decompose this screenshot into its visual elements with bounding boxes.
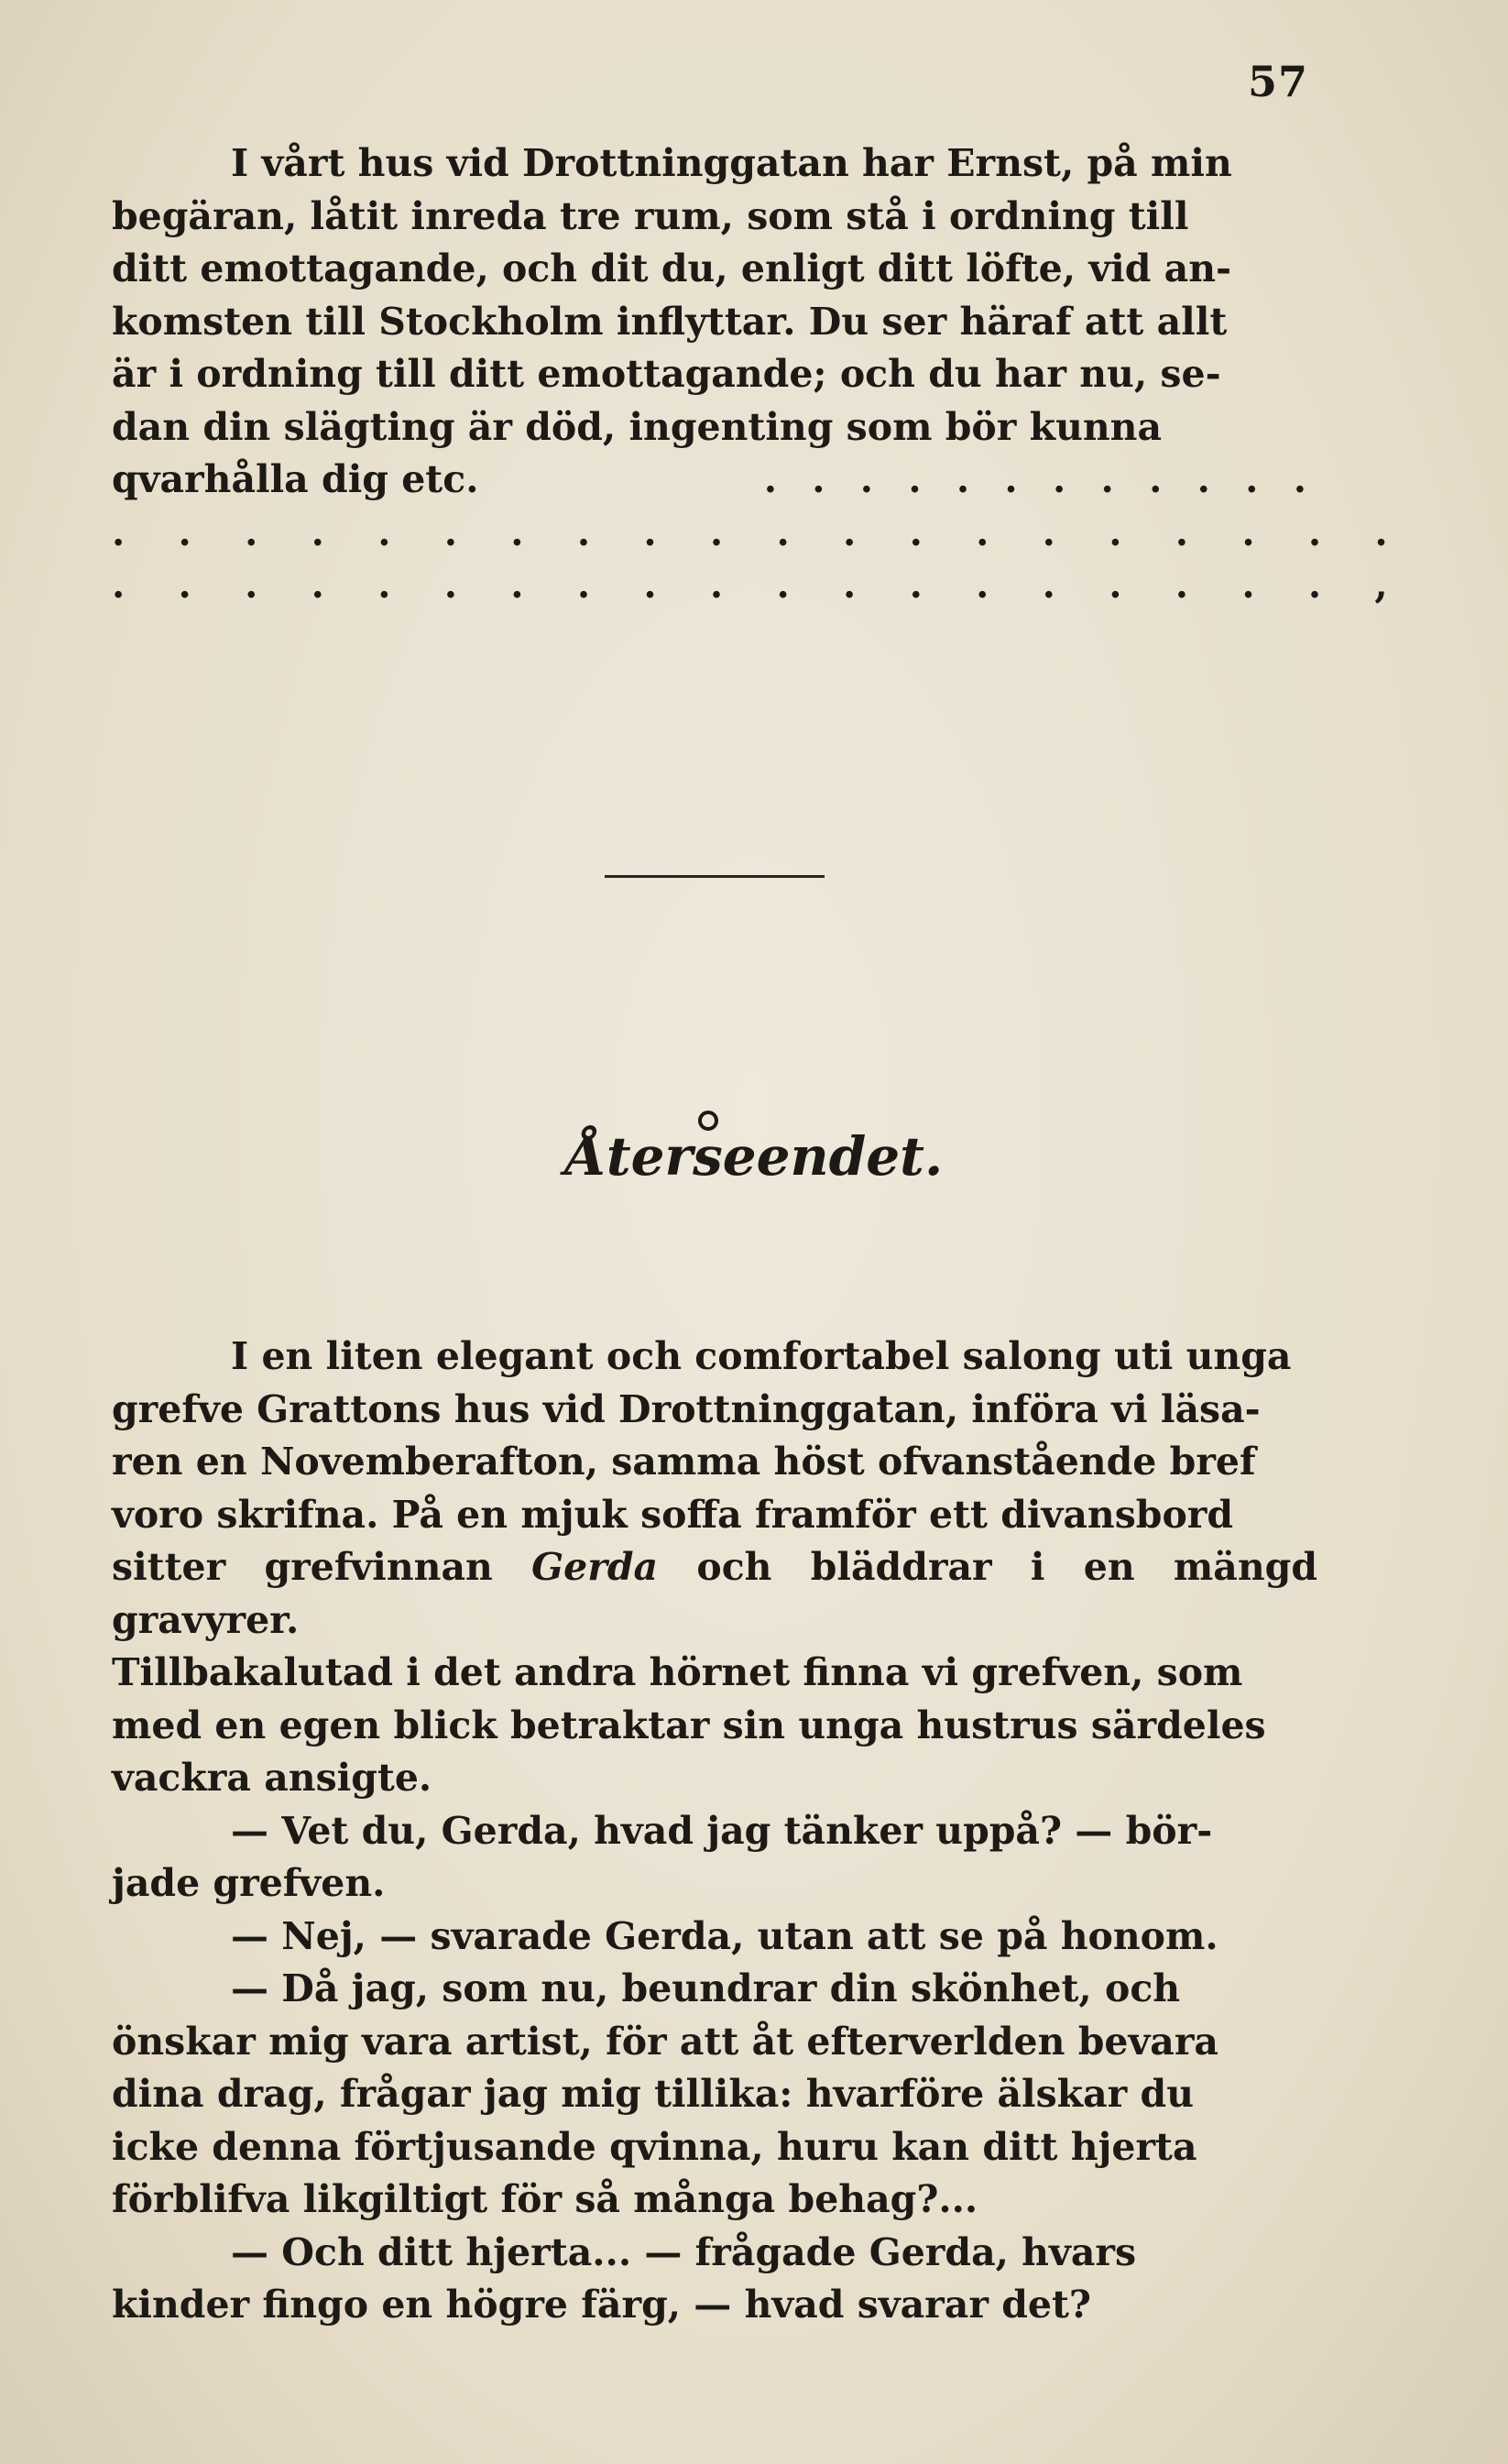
text-span: sitter grefvinnan [112,1545,532,1589]
dialogue-line: — Och ditt hjerta... — frågade Gerda, hvars [231,2229,1137,2274]
section-divider [605,875,825,878]
letter-line: I vårt hus vid Drottninggatan har Ernst, på min [231,141,1232,185]
text-line: I en liten elegant och comfortabel salong uti unga [231,1334,1292,1378]
letter-line: är i ordning till ditt emottagande; och du har nu, se- [112,352,1221,396]
page-number: 57 [1247,57,1308,106]
dialogue-line: — Då jag, som nu, beundrar din skönhet, och [231,1966,1181,2010]
dialogue-line: dina drag, frågar jag mig tillika: hvarföre älskar du [112,2072,1195,2116]
dialogue-line: — Vet du, Gerda, hvad jag tänker uppå? — bör- [231,1808,1213,1853]
text-line: ren en Novemberafton, samma höst ofvanstående bref [112,1440,1256,1484]
ring-accent-icon [698,1111,718,1131]
text-span: och bläddrar i en mängd gravyrer. [112,1545,1317,1642]
dialogue-line: kinder fingo en högre färg, — hvad svarar det? [112,2283,1091,2327]
letter-excerpt [112,137,1408,612]
letter-line: begäran, låtit inreda tre rum, som stå i ordning till [112,193,1189,238]
dialogue-line: icke denna förtjusande qvinna, huru kan ditt hjerta [112,2124,1197,2169]
text-line: voro skrifna. På en mjuk soffa framför ett divansbord [112,1492,1234,1537]
ellipsis-row: . . . . . . . . . . . . . . . . . . . , [112,563,1408,607]
narrative-text [112,1331,1317,2332]
text-line: med en egen blick betraktar sin unga hustrus särdeles [112,1703,1266,1747]
ellipsis-dots: . . . . . . . . . . . . [763,457,1317,501]
ellipsis-row: . . . . . . . . . . . . . . . . . . . . [112,509,1408,554]
text-line: vackra ansigte. [112,1756,432,1800]
character-name: Gerda [531,1545,659,1589]
text-line: Tillbakalutad i det andra hörnet finna vi grefven, som [112,1650,1243,1694]
section-heading [0,1125,1508,1188]
section-title: Återseendet. [564,1125,944,1188]
text-line [112,1541,1317,1647]
letter-line: qvarhålla dig etc. [112,457,479,501]
letter-line: dan din slägting är död, ingenting som bör kunna [112,404,1163,449]
letter-line: komsten till Stockholm inflyttar. Du ser häraf att allt [112,299,1228,344]
letter-line: ditt emottagande, och dit du, enligt ditt löfte, vid an- [112,246,1232,290]
text-line: grefve Grattons hus vid Drottninggatan, införa vi läsa- [112,1386,1261,1431]
letter-closing-line [112,454,1317,507]
dialogue-line: — Nej, — svarade Gerda, utan att se på honom. [231,1913,1218,1958]
dialogue-line: jade grefven. [112,1861,386,1905]
dialogue-line: önskar mig vara artist, för att åt efterverlden bevara [112,2019,1218,2064]
dialogue-line: förblifva likgiltigt för så många behag?... [112,2177,978,2221]
